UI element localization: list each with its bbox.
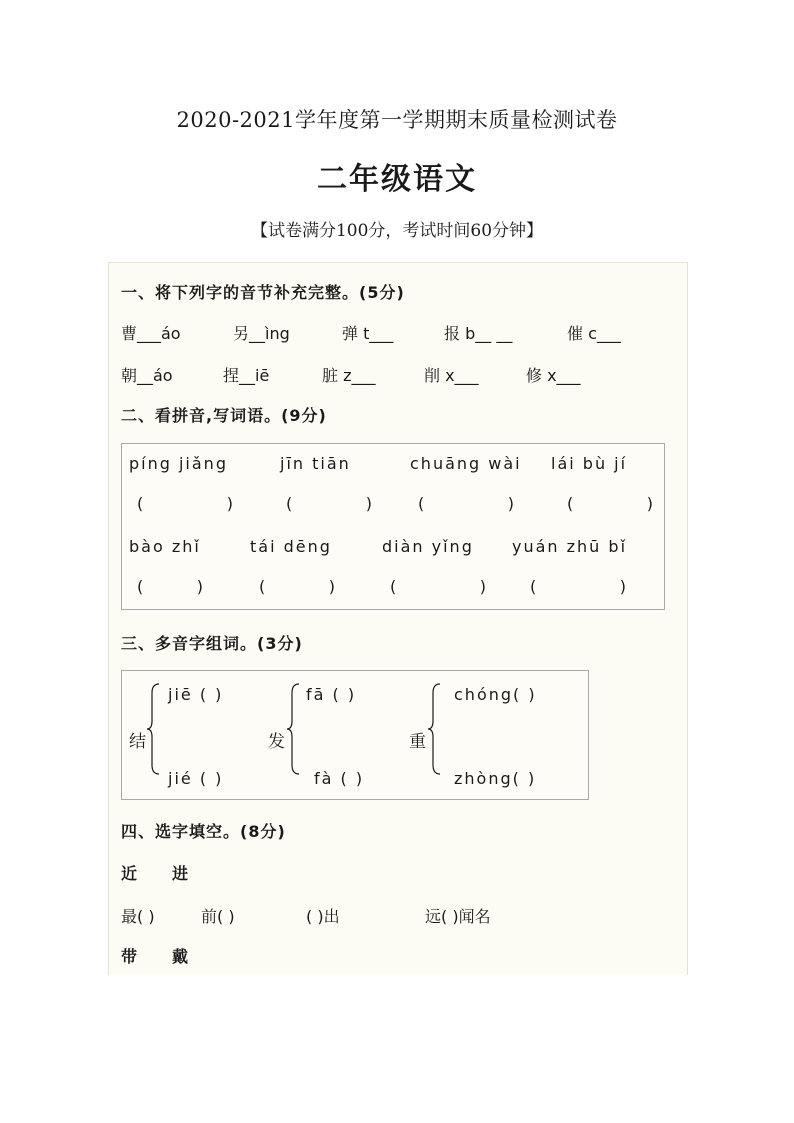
curly-brace-icon: [146, 683, 160, 775]
pinyin-word: jīn tiān: [280, 454, 351, 473]
exam-note: 【试卷满分100分，考试时间60分钟】: [250, 221, 544, 241]
fill-blank[interactable]: ( )出: [306, 907, 340, 926]
polyphone-char: 发: [268, 732, 285, 752]
syllable-item: 脏 z___: [322, 366, 376, 385]
polyphone-reading: chóng( ): [454, 685, 537, 704]
polyphone-reading: fà ( ): [314, 769, 365, 788]
choice-char: 进: [172, 864, 190, 883]
exam-title: 2020-2021学年度第一学期期末质量检测试卷: [176, 108, 618, 132]
choice-char: 带: [121, 947, 139, 966]
grade-title: 二年级语文: [317, 162, 477, 197]
syllable-item: 曹___áo: [121, 324, 181, 343]
section1-heading: 一、将下列字的音节补充完整。(5分): [121, 283, 405, 302]
syllable-item: 削 x___: [424, 366, 479, 385]
polyphone-char: 重: [409, 732, 426, 752]
section2-heading: 二、看拼音,写词语。(9分): [121, 406, 327, 425]
fill-blank[interactable]: 远( )闻名: [425, 907, 491, 926]
section3-heading: 三、多音字组词。(3分): [121, 634, 303, 653]
curly-brace-icon: [427, 683, 441, 775]
pinyin-word: tái dēng: [250, 537, 332, 556]
syllable-item: 弹 t___: [342, 324, 394, 343]
pinyin-word: yuán zhū bǐ: [512, 537, 628, 556]
pinyin-box: píng jiǎng jīn tiān chuāng wài lái bù jí ( ) ( ) ( ) ( ) bào zhǐ tái dēng diàn yǐng yuán zhū bǐ ( ) ( ) ( ) ( ): [121, 443, 665, 610]
section4-heading: 四、选字填空。(8分): [121, 822, 286, 841]
syllable-item: 催 c___: [567, 324, 621, 343]
pinyin-word: lái bù jí: [551, 454, 628, 473]
syllable-item: 另__ìng: [233, 324, 290, 343]
choice-char: 戴: [172, 947, 190, 966]
fill-blank[interactable]: 最( ): [121, 907, 155, 926]
pinyin-word: chuāng wài: [410, 454, 522, 473]
polyphone-box: [121, 670, 589, 800]
paper-panel: [108, 262, 688, 975]
syllable-item: 报 b__ __: [444, 324, 513, 343]
polyphone-reading: zhòng( ): [454, 769, 537, 788]
fill-blank[interactable]: 前( ): [201, 907, 235, 926]
polyphone-reading: jié ( ): [168, 769, 224, 788]
polyphone-reading: fā ( ): [306, 685, 357, 704]
syllable-item: 捏__iē: [223, 366, 270, 385]
curly-brace-icon: [286, 683, 300, 775]
polyphone-char: 结: [129, 732, 146, 752]
syllable-item: 朝__áo: [121, 366, 173, 385]
choice-char: 近: [121, 864, 139, 883]
polyphone-reading: jiē ( ): [168, 685, 224, 704]
pinyin-word: diàn yǐng: [382, 537, 474, 556]
pinyin-word: bào zhǐ: [129, 537, 201, 556]
syllable-item: 修 x___: [526, 366, 581, 385]
pinyin-word: píng jiǎng: [129, 454, 228, 473]
